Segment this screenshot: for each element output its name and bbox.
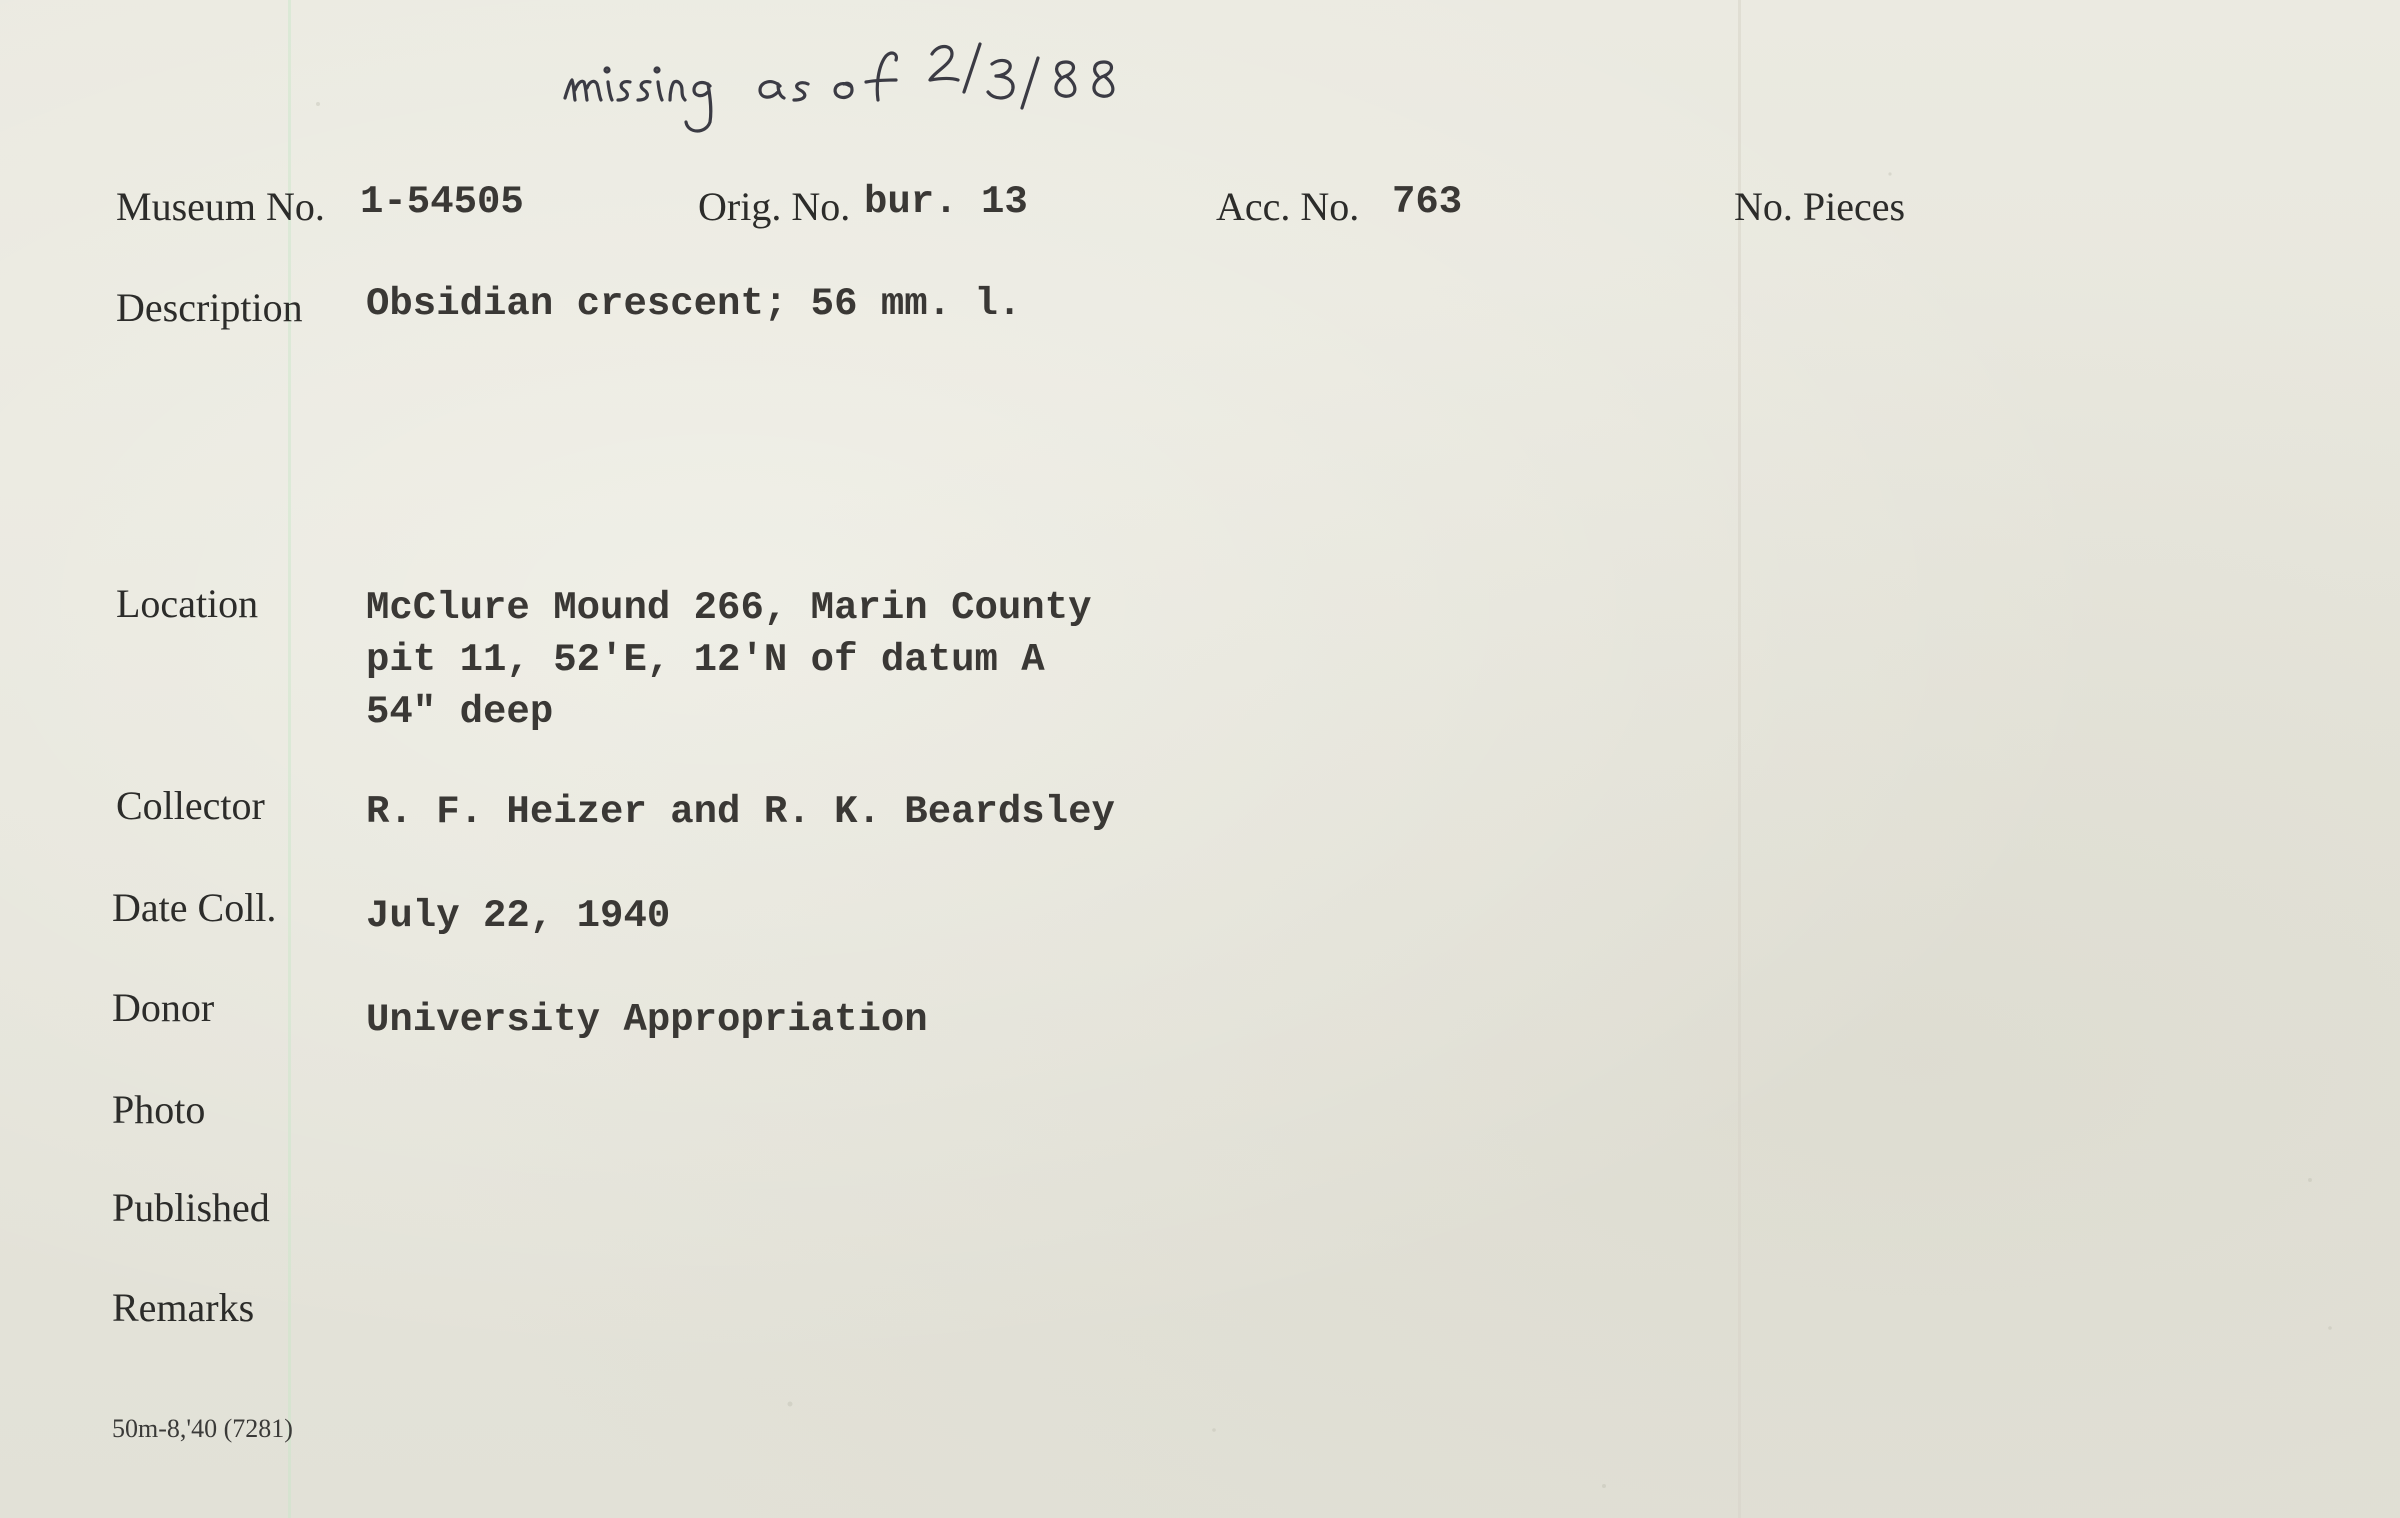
collector-label: Collector <box>116 783 265 828</box>
donor-label: Donor <box>112 985 215 1030</box>
date-coll-label: Date Coll. <box>112 885 277 930</box>
acc-no-value: 763 <box>1392 180 1463 224</box>
handwritten-note <box>560 30 1200 140</box>
location-line-2: pit 11, 52'E, 12'N of datum A <box>366 638 1045 682</box>
orig-no-value: bur. 13 <box>864 180 1028 224</box>
location-label: Location <box>116 581 259 626</box>
date-coll-value: July 22, 1940 <box>366 894 671 938</box>
description-value: Obsidian crescent; 56 mm. l. <box>366 282 1022 326</box>
location-line-1: McClure Mound 266, Marin County <box>366 586 1092 630</box>
published-label: Published <box>112 1185 270 1230</box>
description-label: Description <box>116 285 303 330</box>
orig-no-label: Orig. No. <box>698 184 851 229</box>
remarks-label: Remarks <box>112 1285 255 1330</box>
no-pieces-label: No. Pieces <box>1734 184 1906 229</box>
collector-value: R. F. Heizer and R. K. Beardsley <box>366 790 1115 834</box>
museum-no-value: 1-54505 <box>360 180 524 224</box>
print-code: 50m-8,'40 (7281) <box>112 1414 293 1443</box>
donor-value: University Appropriation <box>366 998 928 1042</box>
location-line-3: 54" deep <box>366 690 554 734</box>
museum-no-label: Museum No. <box>116 184 325 229</box>
acc-no-label: Acc. No. <box>1216 184 1360 229</box>
photo-label: Photo <box>112 1087 206 1132</box>
